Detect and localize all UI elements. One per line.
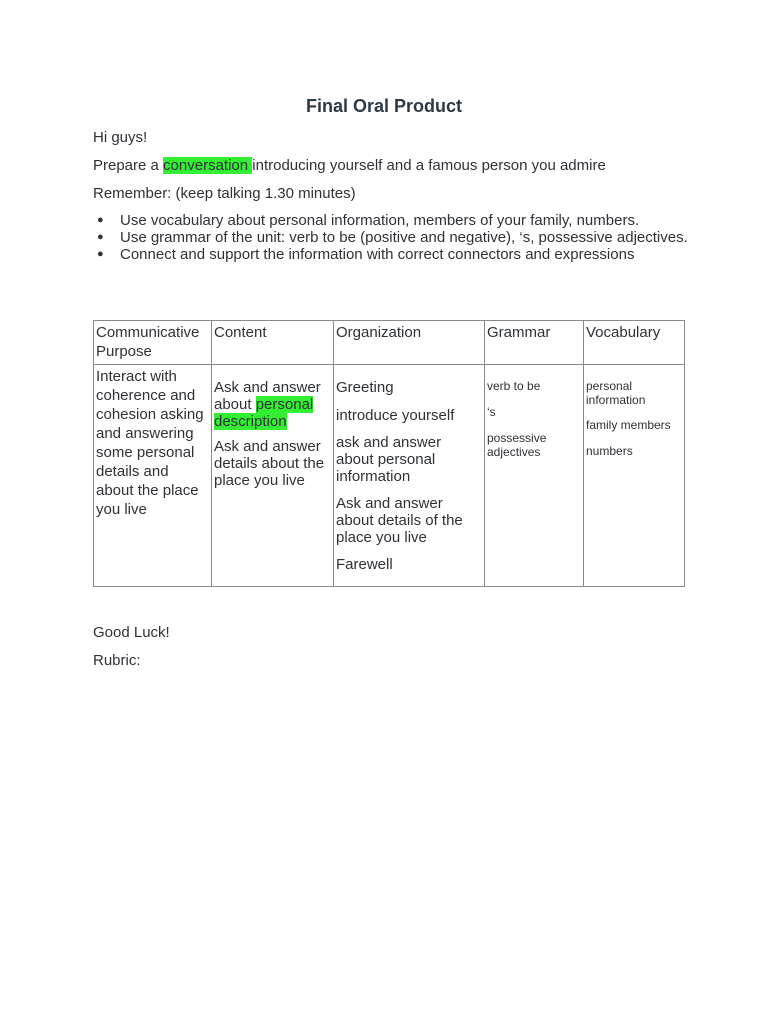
- prepare-text-before: Prepare a: [93, 157, 164, 174]
- list-item: ● Connect and support the information with correct connectors and expressions: [93, 246, 693, 263]
- instruction-list: [93, 212, 693, 263]
- grammar-item: ‘s: [487, 405, 496, 419]
- list-item: ● Use grammar of the unit: verb to be (positive and negative), ‘s, possessive adjectives.: [93, 229, 693, 246]
- header-content: Content: [212, 321, 334, 365]
- organization-item: introduce yourself: [336, 407, 455, 424]
- organization-item: Ask and answer about details of the place you live: [336, 495, 463, 546]
- header-organization: Organization: [334, 321, 485, 365]
- grammar-item: possessive adjectives: [487, 431, 547, 459]
- header-communicative-purpose: Communicative Purpose: [94, 321, 212, 365]
- header-grammar: Grammar: [485, 321, 584, 365]
- organization-item: Farewell: [336, 556, 393, 573]
- content-item: Ask and answer details about the place you live: [214, 438, 325, 489]
- prepare-line: [93, 157, 606, 174]
- good-luck-line: Good Luck!: [93, 624, 170, 641]
- organization-item: Greeting: [336, 379, 394, 396]
- content-item: [214, 379, 331, 430]
- header-vocabulary: Vocabulary: [584, 321, 685, 365]
- content-item-text: Ask and answer about: [214, 379, 321, 413]
- cell-organization: [334, 365, 485, 587]
- prepare-text-after: introducing yourself and a famous person you admire: [252, 157, 606, 174]
- grammar-item: verb to be: [487, 379, 541, 393]
- rubric-label: Rubric:: [93, 652, 141, 669]
- table-row: [94, 365, 685, 587]
- cell-grammar: [485, 365, 584, 587]
- vocabulary-item: numbers: [586, 444, 633, 458]
- remember-line: Remember: (keep talking 1.30 minutes): [93, 185, 356, 202]
- vocabulary-item: family members: [586, 418, 671, 432]
- highlighted-phrase: personal description: [214, 396, 314, 430]
- greeting-line: Hi guys!: [93, 129, 148, 146]
- cell-content: [212, 365, 334, 587]
- table-header-row: [94, 321, 685, 365]
- rubric-table: [93, 320, 685, 587]
- highlighted-word: conversation: [163, 157, 253, 174]
- cell-vocabulary: [584, 365, 685, 587]
- document-title: Final Oral Product: [305, 96, 463, 116]
- vocabulary-item: personal information: [586, 379, 646, 407]
- cell-communicative-purpose: Interact with coherence and cohesion asking and answering some personal details and about the place you live: [94, 365, 212, 587]
- list-item: ● Use vocabulary about personal information, members of your family, numbers.: [93, 212, 693, 229]
- organization-item: ask and answer about personal information: [336, 434, 442, 485]
